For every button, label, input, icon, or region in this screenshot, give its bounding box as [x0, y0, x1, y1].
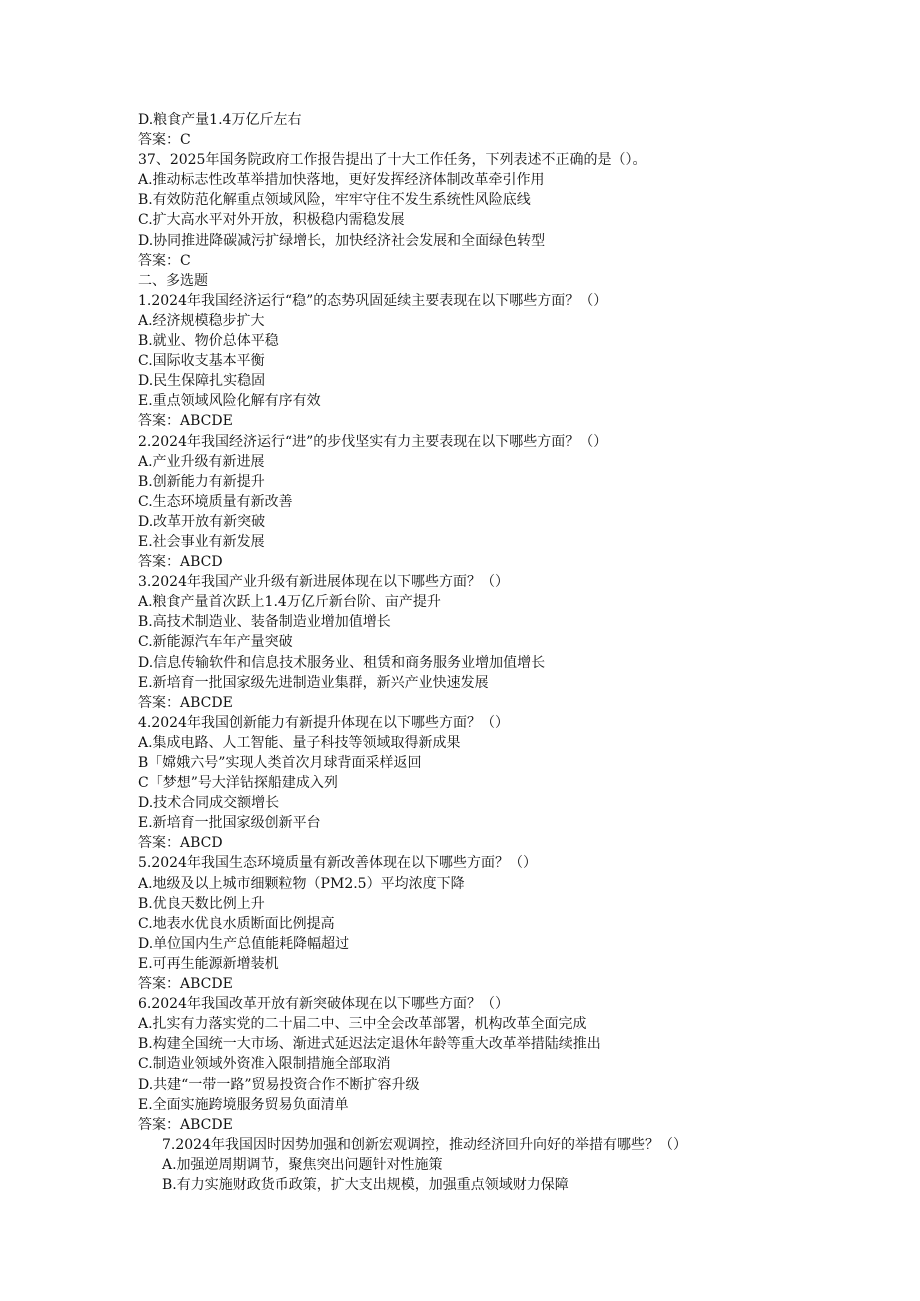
option-line: E.重点领域风险化解有序有效	[138, 393, 321, 410]
option-line: E.社会事业有新发展	[138, 533, 265, 550]
option-line: A.集成电路、人工智能、量子科技等领域取得新成果	[138, 734, 461, 751]
question-line: 1.2024年我国经济运行“稳”的态势巩固延续主要表现在以下哪些方面？（）	[138, 292, 608, 309]
question-line: 4.2024年我国创新能力有新提升体现在以下哪些方面？（）	[138, 714, 509, 731]
option-line: D.改革开放有新突破	[138, 513, 266, 530]
option-line: C.新能源汽车年产量突破	[138, 634, 293, 651]
question-line: 7.2024年我国因时因势加强和创新宏观调控，推动经济回升向好的举措有哪些？（）	[162, 1136, 687, 1153]
option-line: C.地表水优良水质断面比例提高	[138, 915, 335, 932]
answer-line: 答案：ABCDE	[138, 413, 233, 430]
option-line: A.经济规模稳步扩大	[138, 312, 265, 329]
option-line: A.推动标志性改革举措加快落地，更好发挥经济体制改革牵引作用	[138, 172, 545, 189]
option-line: B「嫦娥六号”实现人类首次月球背面采样返回	[138, 755, 422, 771]
option-line: A.粮食产量首次跃上1.4万亿斤新台阶、亩产提升	[138, 594, 441, 611]
option-line: A.扎实有力落实党的二十届二中、三中全会改革部署，机构改革全面完成	[138, 1016, 587, 1033]
answer-line: 答案：ABCD	[138, 835, 223, 852]
option-line: D.共建“一带一路”贸易投资合作不断扩容升级	[138, 1076, 420, 1093]
option-line: A.产业升级有新进展	[138, 453, 265, 470]
option-line: D.协同推进降碳减污扩绿增长，加快经济社会发展和全面绿色转型	[138, 232, 546, 249]
question-line: 3.2024年我国产业升级有新进展体现在以下哪些方面？（）	[138, 574, 509, 591]
option-line: B.构建全国统一大市场、渐进式延迟法定退休年龄等重大改革举措陆续推出	[138, 1036, 601, 1053]
option-line: E.全面实施跨境服务贸易负面清单	[138, 1096, 349, 1113]
option-line: E.可再生能源新增装机	[138, 955, 279, 972]
answer-line: 答案：ABCDE	[138, 1116, 233, 1133]
option-line: B.创新能力有新提升	[138, 473, 265, 490]
option-line: B.有效防范化解重点领域风险，牢牢守住不发生系统性风险底线	[138, 192, 531, 209]
option-line: C.生态环境质量有新改善	[138, 493, 293, 510]
option-line: D.民生保障扎实稳固	[138, 373, 266, 390]
question-line: 37、2025年国务院政府工作报告提出了十大工作任务，下列表述不正确的是（）。	[138, 152, 647, 169]
option-line: D.信息传输软件和信息技术服务业、租赁和商务服务业增加值增长	[138, 654, 546, 671]
option-line: B.有力实施财政货币政策，扩大支出规模，加强重点领域财力保障	[162, 1176, 569, 1193]
answer-line: 答案：ABCDE	[138, 976, 233, 993]
option-line: D.技术合同成交额增长	[138, 795, 280, 812]
option-line: C.国际收支基本平衡	[138, 353, 265, 370]
option-line: E.新培育一批国家级先进制造业集群，新兴产业快速发展	[138, 674, 489, 691]
option-line: B.就业、物价总体平稳	[138, 333, 279, 350]
question-list	[138, 110, 898, 1195]
answer-line: 答案：C	[138, 252, 191, 269]
option-line: D.单位国内生产总值能耗降幅超过	[138, 935, 350, 952]
option-line: A.地级及以上城市细颗粒物（PM2.5）平均浓度下降	[138, 875, 465, 892]
option-line: E.新培育一批国家级创新平台	[138, 815, 321, 832]
option-line: A.加强逆周期调节，聚焦突出问题针对性施策	[162, 1156, 443, 1173]
question-line: 2.2024年我国经济运行“进”的步伐坚实有力主要表现在以下哪些方面？（）	[138, 433, 608, 450]
question-line: 5.2024年我国生态环境质量有新改善体现在以下哪些方面？（）	[138, 855, 537, 872]
option-line: B.高技术制造业、装备制造业增加值增长	[138, 614, 391, 631]
section-heading: 二、多选题	[138, 272, 208, 289]
question-line: 6.2024年我国改革开放有新突破体现在以下哪些方面？（）	[138, 996, 509, 1013]
option-line: D.粮食产量1.4万亿斤左右	[138, 112, 302, 128]
option-line: C「梦想”号大洋钻探船建成入列	[138, 775, 338, 792]
option-line: B.优良天数比例上升	[138, 895, 265, 912]
answer-line: 答案：ABCD	[138, 554, 223, 571]
option-line: C.制造业领域外资准入限制措施全部取消	[138, 1056, 391, 1073]
answer-line: 答案：C	[138, 132, 191, 149]
answer-line: 答案：ABCDE	[138, 694, 233, 711]
option-line: C.扩大高水平对外开放，积极稳内需稳发展	[138, 212, 405, 229]
